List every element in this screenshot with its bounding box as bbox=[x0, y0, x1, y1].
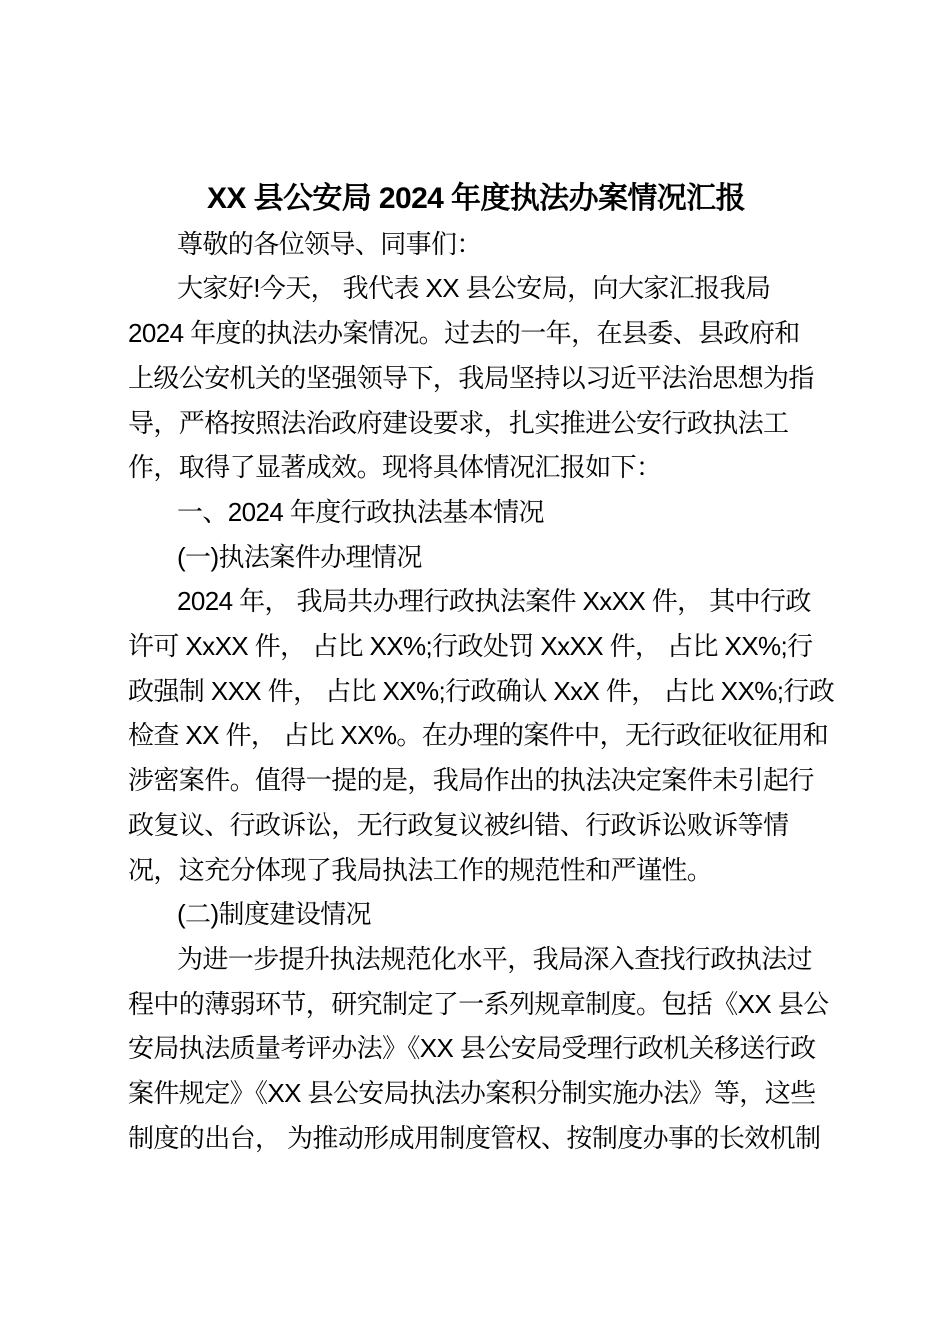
body-line: 为进一步提升执法规范化水平，我局深入查找行政执法过 bbox=[177, 943, 813, 974]
section-heading: 一、2024 年度行政执法基本情况 bbox=[177, 496, 544, 527]
body-line: 制度的出台， 为推动形成用制度管权、按制度办事的长效机制 bbox=[128, 1122, 821, 1153]
body-line: 上级公安机关的坚强领导下，我局坚持以习近平法治思想为指 bbox=[128, 362, 814, 393]
body-line: 检查 XX 件， 占比 XX%。在办理的案件中，无行政征收征用和 bbox=[128, 720, 829, 751]
body-line: 况，这充分体现了我局执法工作的规范性和严谨性。 bbox=[128, 854, 713, 885]
body-line: 政复议、行政诉讼，无行政复议被纠错、行政诉讼败诉等情 bbox=[128, 809, 789, 840]
document-title: XX 县公安局 2024 年度执法办案情况汇报 bbox=[207, 182, 745, 215]
body-line: 导，严格按照法治政府建设要求，扎实推进公安行政执法工 bbox=[128, 407, 789, 438]
salutation: 尊敬的各位领导、同事们： bbox=[177, 228, 482, 259]
body-line: 涉密案件。值得一提的是，我局作出的执法决定案件未引起行 bbox=[128, 765, 814, 796]
body-line: 安局执法质量考评办法》《XX 县公安局受理行政机关移送行政 bbox=[128, 1033, 816, 1064]
body-line: 案件规定》《XX 县公安局执法办案积分制实施办法》等，这些 bbox=[128, 1078, 816, 1109]
document-body bbox=[128, 177, 835, 1160]
body-line: 作，取得了显著成效。现将具体情况汇报如下： bbox=[128, 452, 662, 483]
body-line: 2024 年， 我局共办理行政执法案件 XxXX 件， 其中行政 bbox=[177, 586, 811, 617]
body-line: 政强制 XXX 件， 占比 XX%;行政确认 XxX 件， 占比 XX%;行政 bbox=[128, 675, 835, 706]
subsection-heading: (一)执法案件办理情况 bbox=[177, 541, 422, 572]
body-line: 程中的薄弱环节，研究制定了一系列规章制度。包括《XX 县公 bbox=[128, 988, 829, 1019]
body-line: 2024 年度的执法办案情况。过去的一年，在县委、县政府和 bbox=[128, 318, 800, 349]
body-line: 大家好!今天， 我代表 XX 县公安局，向大家汇报我局 bbox=[177, 273, 771, 304]
body-line: 许可 XxXX 件， 占比 XX%;行政处罚 XxXX 件， 占比 XX%;行 bbox=[128, 631, 813, 662]
subsection-heading: (二)制度建设情况 bbox=[177, 899, 371, 930]
